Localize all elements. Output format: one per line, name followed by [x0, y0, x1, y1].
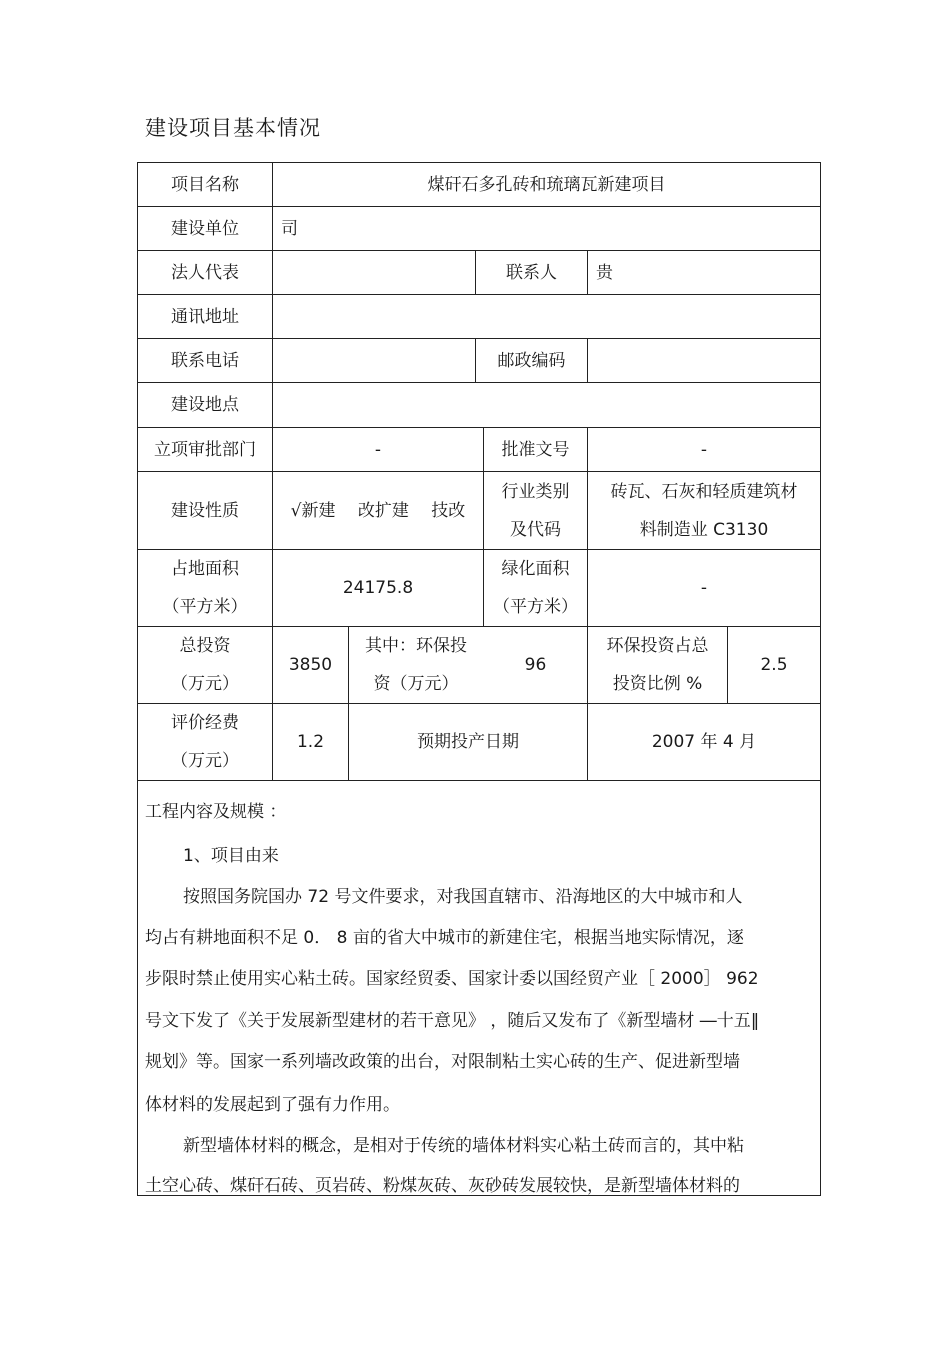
phone-value: [273, 339, 475, 382]
industry-label-line1: 行业类别: [501, 481, 570, 502]
green-label-line1: 绿化面积: [501, 559, 570, 579]
area-label-line2: （平方米）: [162, 597, 248, 617]
project-name-value: 煤矸石多孔砖和琉璃瓦新建项目: [427, 174, 666, 195]
ratio-label-line1: 环保投资占总: [606, 636, 709, 656]
area-label: [138, 550, 272, 626]
industry-label-line2: 及代码: [510, 519, 561, 540]
postcode-label: 邮政编码: [497, 350, 566, 371]
fee-label-line2: （万元）: [171, 751, 239, 771]
paragraph-line: 规划》等。国家一系列墙改政策的出台，对限制粘土实心砖的生产、促进新型墙: [145, 1052, 740, 1072]
green-label-line2: （平方米）: [493, 597, 578, 617]
approval-no-value: -: [700, 439, 708, 460]
fee-label-line1: 评价经费: [171, 713, 239, 733]
section-title: 1、项目由来: [183, 846, 279, 866]
location-value: [273, 383, 820, 427]
nature-label: 建设性质: [171, 500, 239, 521]
env-invest-label-line1: 其中：环保投: [365, 636, 467, 656]
paragraph-line: 步限时禁止使用实心粘土砖。国家经贸委、国家计委以国经贸产业［ 2000］ 962: [145, 969, 759, 989]
location-label: 建设地点: [171, 395, 239, 415]
start-date-label: 预期投产日期: [417, 732, 519, 752]
approval-no-label: 批准文号: [501, 439, 570, 460]
legal-rep-label: 法人代表: [171, 262, 239, 283]
fee-value: 1.2: [296, 732, 325, 752]
area-label-line1: 占地面积: [171, 559, 239, 579]
ratio-value: 2.5: [760, 655, 788, 675]
fee-label: [138, 704, 272, 780]
env-invest-label-line2: 资（万元）: [373, 674, 459, 694]
contact-value: 贵: [596, 262, 613, 283]
invest-label-line2: （万元）: [171, 674, 239, 694]
nature-value: √新建 改扩建 技改: [290, 500, 466, 521]
address-value: [273, 295, 820, 338]
area-value: 24175.8: [342, 578, 414, 598]
paragraph-line: 均占有耕地面积不足 0． 8 亩的省大中城市的新建住宅，根据当地实际情况，逐: [145, 928, 744, 948]
project-name-label: 项目名称: [171, 174, 239, 195]
industry-value: [588, 472, 820, 549]
page-title: 建设项目基本情况: [145, 116, 321, 140]
env-invest-label: [349, 627, 483, 703]
invest-value: 3850: [288, 655, 333, 675]
paragraph-line: 体材料的发展起到了强有力作用。: [145, 1095, 400, 1115]
paragraph-line: 按照国务院国办 72 号文件要求，对我国直辖市、沿海地区的大中城市和人: [183, 887, 743, 907]
industry-value-line1: 砖瓦、石灰和轻质建筑材: [610, 481, 798, 502]
approval-dept-label: 立项审批部门: [154, 439, 256, 460]
content-heading: 工程内容及规模 ：: [145, 802, 287, 822]
postcode-value: [588, 339, 820, 382]
industry-label: [484, 472, 587, 549]
paragraph-line: 土空心砖、煤矸石砖、页岩砖、粉煤灰砖、灰砂砖发展较快，是新型墙体材料的: [145, 1176, 740, 1196]
unit-value: 司: [281, 218, 298, 239]
address-label: 通讯地址: [171, 306, 239, 327]
env-invest-value: 96: [524, 655, 547, 675]
ratio-label-line2: 投资比例 %: [612, 674, 703, 694]
project-info-table: [137, 162, 821, 1196]
ratio-label: [588, 627, 727, 703]
industry-value-line2: 料制造业 C3130: [639, 519, 769, 540]
legal-rep-value: [273, 251, 475, 294]
paragraph-line: 新型墙体材料的概念，是相对于传统的墙体材料实心粘土砖而言的，其中粘: [183, 1136, 744, 1156]
green-value: -: [700, 578, 708, 598]
invest-label-line1: 总投资: [179, 636, 231, 656]
start-date-value: 2007 年 4 月: [651, 732, 757, 752]
contact-label: 联系人: [506, 262, 557, 283]
invest-label: [138, 627, 272, 703]
approval-dept-value: -: [374, 439, 382, 460]
phone-label: 联系电话: [171, 350, 239, 371]
paragraph-line: 号文下发了《关于发展新型建材的若干意见》 ，随后又发布了《新型墙材 ―十五‖: [145, 1011, 760, 1031]
unit-label: 建设单位: [171, 218, 239, 239]
green-label: [484, 550, 587, 626]
